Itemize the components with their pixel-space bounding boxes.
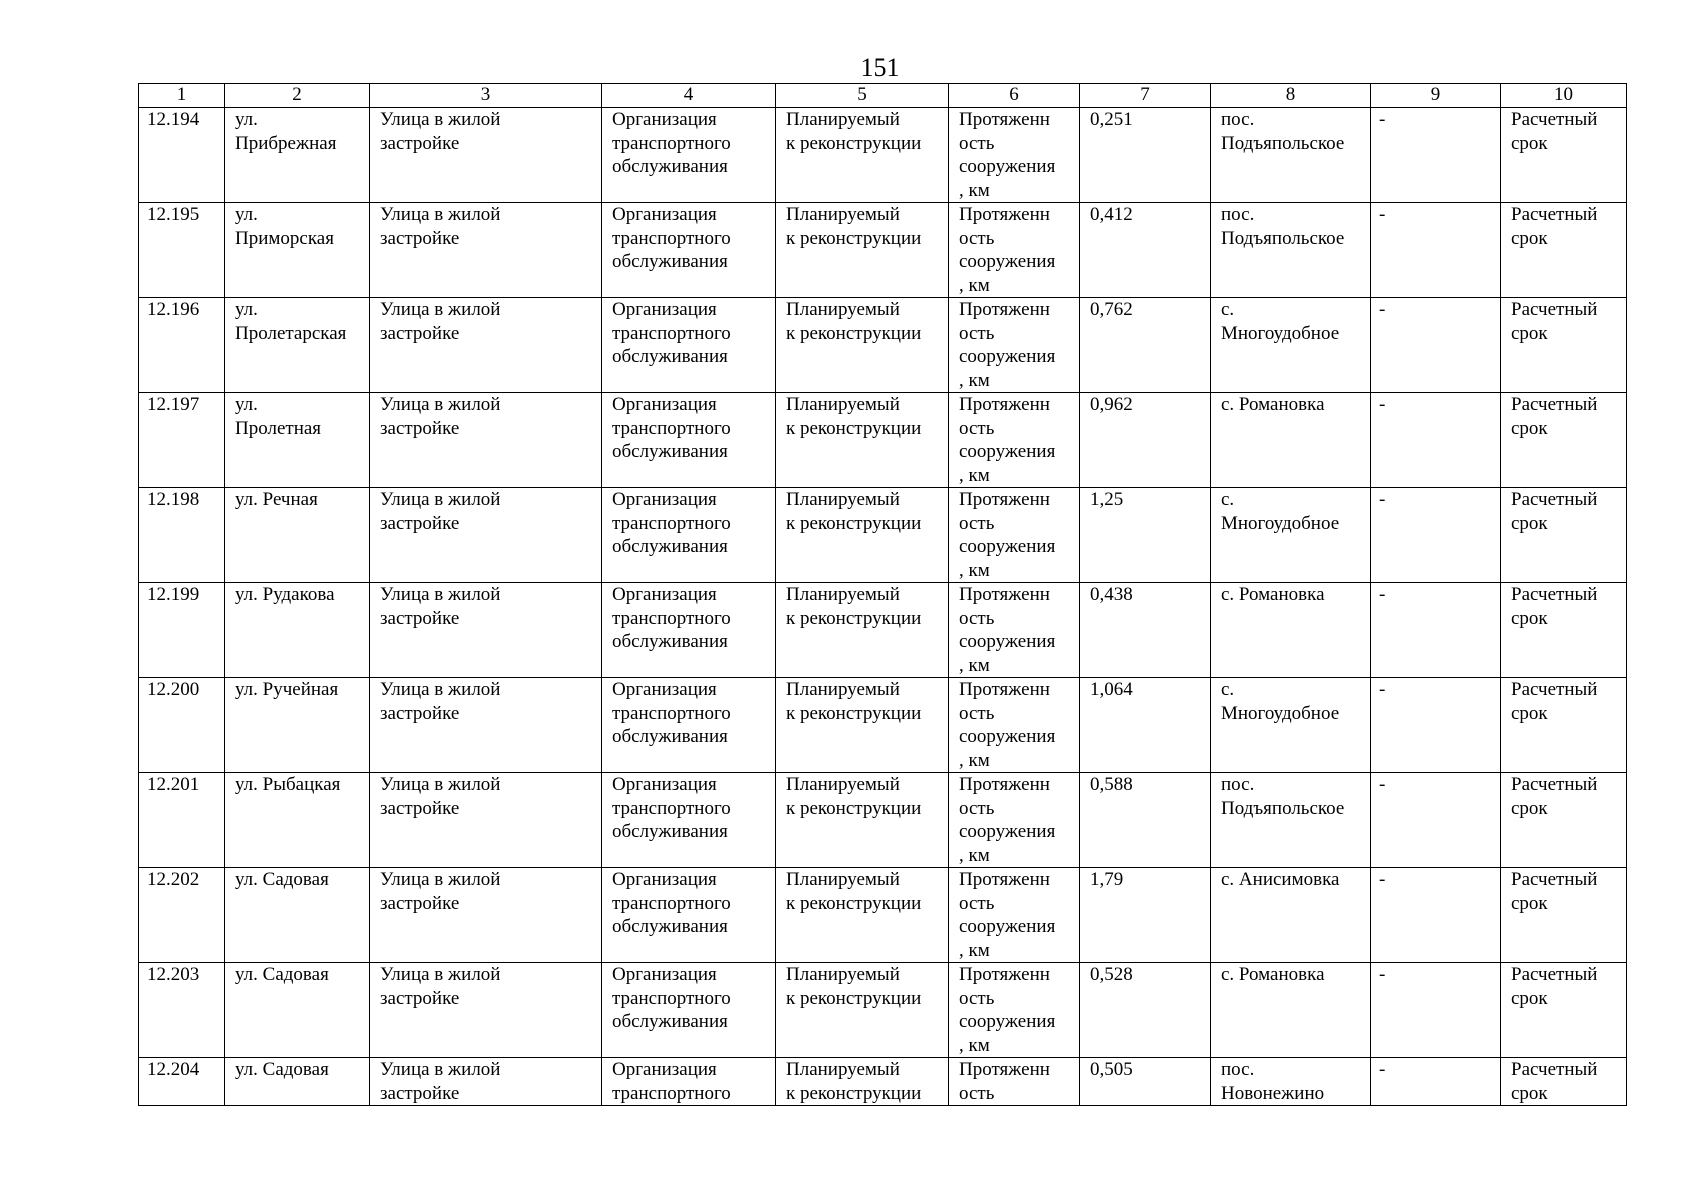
column-header: 7 xyxy=(1080,84,1211,108)
metric-name: Протяженн ость сооружения , км xyxy=(949,583,1080,678)
location: с. Анисимовка xyxy=(1211,868,1371,963)
table-body xyxy=(139,108,1627,1106)
location: с. Романовка xyxy=(1211,963,1371,1058)
column-header: 1 xyxy=(139,84,225,108)
location: с. Многоудобное xyxy=(1211,678,1371,773)
location: пос. Подъяпольское xyxy=(1211,773,1371,868)
object-purpose: Организация транспортного обслуживания xyxy=(602,583,776,678)
object-purpose: Организация транспортного обслуживания xyxy=(602,678,776,773)
metric-name: Протяженн ость сооружения , км xyxy=(949,108,1080,203)
implementation-term: Расчетный срок xyxy=(1501,488,1627,583)
zone-value: - xyxy=(1371,773,1501,868)
object-status: Планируемый к реконструкции xyxy=(776,108,949,203)
zone-value: - xyxy=(1371,393,1501,488)
object-type: Улица в жилой застройке xyxy=(370,203,602,298)
zone-value: - xyxy=(1371,583,1501,678)
row-number: 12.201 xyxy=(139,773,225,868)
table-row xyxy=(139,108,1627,203)
object-purpose: Организация транспортного xyxy=(602,1058,776,1106)
row-number: 12.194 xyxy=(139,108,225,203)
table-row xyxy=(139,393,1627,488)
object-purpose: Организация транспортного обслуживания xyxy=(602,488,776,583)
zone-value: - xyxy=(1371,108,1501,203)
metric-name: Протяженн ость сооружения , км xyxy=(949,963,1080,1058)
table-row xyxy=(139,488,1627,583)
location: пос. Подъяпольское xyxy=(1211,108,1371,203)
object-type: Улица в жилой застройке xyxy=(370,583,602,678)
zone-value: - xyxy=(1371,488,1501,583)
column-header: 3 xyxy=(370,84,602,108)
object-status: Планируемый к реконструкции xyxy=(776,1058,949,1106)
object-type: Улица в жилой застройке xyxy=(370,963,602,1058)
zone-value: - xyxy=(1371,1058,1501,1106)
object-status: Планируемый к реконструкции xyxy=(776,678,949,773)
implementation-term: Расчетный срок xyxy=(1501,963,1627,1058)
object-purpose: Организация транспортного обслуживания xyxy=(602,868,776,963)
table-row xyxy=(139,963,1627,1058)
metric-name: Протяженн ость сооружения , км xyxy=(949,773,1080,868)
column-header: 9 xyxy=(1371,84,1501,108)
object-purpose: Организация транспортного обслуживания xyxy=(602,773,776,868)
object-type: Улица в жилой застройке xyxy=(370,773,602,868)
object-purpose: Организация транспортного обслуживания xyxy=(602,393,776,488)
implementation-term: Расчетный срок xyxy=(1501,583,1627,678)
header-row xyxy=(139,84,1627,108)
object-status: Планируемый к реконструкции xyxy=(776,773,949,868)
metric-value: 0,251 xyxy=(1080,108,1211,203)
object-status: Планируемый к реконструкции xyxy=(776,868,949,963)
row-number: 12.202 xyxy=(139,868,225,963)
location: с. Многоудобное xyxy=(1211,488,1371,583)
row-number: 12.198 xyxy=(139,488,225,583)
row-number: 12.195 xyxy=(139,203,225,298)
metric-name: Протяженн ость xyxy=(949,1058,1080,1106)
column-header: 5 xyxy=(776,84,949,108)
implementation-term: Расчетный срок xyxy=(1501,203,1627,298)
location: с. Многоудобное xyxy=(1211,298,1371,393)
location: с. Романовка xyxy=(1211,393,1371,488)
location: пос. Подъяпольское xyxy=(1211,203,1371,298)
object-type: Улица в жилой застройке xyxy=(370,298,602,393)
implementation-term: Расчетный срок xyxy=(1501,1058,1627,1106)
row-number: 12.197 xyxy=(139,393,225,488)
row-number: 12.204 xyxy=(139,1058,225,1106)
street-name: ул. Пролетная xyxy=(225,393,370,488)
row-number: 12.203 xyxy=(139,963,225,1058)
object-status: Планируемый к реконструкции xyxy=(776,393,949,488)
zone-value: - xyxy=(1371,298,1501,393)
object-type: Улица в жилой застройке xyxy=(370,678,602,773)
table-row xyxy=(139,583,1627,678)
object-purpose: Организация транспортного обслуживания xyxy=(602,203,776,298)
page-number: 151 xyxy=(860,53,900,82)
table-row xyxy=(139,298,1627,393)
metric-value: 1,064 xyxy=(1080,678,1211,773)
street-name: ул. Приморская xyxy=(225,203,370,298)
object-status: Планируемый к реконструкции xyxy=(776,963,949,1058)
metric-value: 0,438 xyxy=(1080,583,1211,678)
metric-name: Протяженн ость сооружения , км xyxy=(949,868,1080,963)
object-purpose: Организация транспортного обслуживания xyxy=(602,963,776,1058)
object-type: Улица в жилой застройке xyxy=(370,393,602,488)
metric-name: Протяженн ость сооружения , км xyxy=(949,203,1080,298)
metric-name: Протяженн ость сооружения , км xyxy=(949,393,1080,488)
implementation-term: Расчетный срок xyxy=(1501,868,1627,963)
zone-value: - xyxy=(1371,963,1501,1058)
zone-value: - xyxy=(1371,203,1501,298)
metric-name: Протяженн ость сооружения , км xyxy=(949,298,1080,393)
table-header xyxy=(139,84,1627,108)
zone-value: - xyxy=(1371,678,1501,773)
street-name: ул. Пролетарская xyxy=(225,298,370,393)
street-name: ул. Ручейная xyxy=(225,678,370,773)
object-status: Планируемый к реконструкции xyxy=(776,203,949,298)
row-number: 12.200 xyxy=(139,678,225,773)
street-name: ул. Прибрежная xyxy=(225,108,370,203)
location: пос. Новонежино xyxy=(1211,1058,1371,1106)
object-status: Планируемый к реконструкции xyxy=(776,488,949,583)
object-status: Планируемый к реконструкции xyxy=(776,583,949,678)
implementation-term: Расчетный срок xyxy=(1501,773,1627,868)
zone-value: - xyxy=(1371,868,1501,963)
object-purpose: Организация транспортного обслуживания xyxy=(602,108,776,203)
table-row xyxy=(139,868,1627,963)
object-purpose: Организация транспортного обслуживания xyxy=(602,298,776,393)
implementation-term: Расчетный срок xyxy=(1501,108,1627,203)
metric-name: Протяженн ость сооружения , км xyxy=(949,488,1080,583)
object-type: Улица в жилой застройке xyxy=(370,1058,602,1106)
metric-name: Протяженн ость сооружения , км xyxy=(949,678,1080,773)
location: с. Романовка xyxy=(1211,583,1371,678)
object-status: Планируемый к реконструкции xyxy=(776,298,949,393)
implementation-term: Расчетный срок xyxy=(1501,393,1627,488)
metric-value: 0,505 xyxy=(1080,1058,1211,1106)
metric-value: 1,25 xyxy=(1080,488,1211,583)
metric-value: 1,79 xyxy=(1080,868,1211,963)
row-number: 12.199 xyxy=(139,583,225,678)
row-number: 12.196 xyxy=(139,298,225,393)
table-row xyxy=(139,1058,1627,1106)
metric-value: 0,962 xyxy=(1080,393,1211,488)
table-row xyxy=(139,203,1627,298)
metric-value: 0,528 xyxy=(1080,963,1211,1058)
street-name: ул. Рыбацкая xyxy=(225,773,370,868)
implementation-term: Расчетный срок xyxy=(1501,298,1627,393)
column-header: 6 xyxy=(949,84,1080,108)
street-name: ул. Рудакова xyxy=(225,583,370,678)
street-name: ул. Речная xyxy=(225,488,370,583)
implementation-term: Расчетный срок xyxy=(1501,678,1627,773)
object-type: Улица в жилой застройке xyxy=(370,488,602,583)
table-row xyxy=(139,678,1627,773)
column-header: 2 xyxy=(225,84,370,108)
table-row xyxy=(139,773,1627,868)
object-type: Улица в жилой застройке xyxy=(370,868,602,963)
street-name: ул. Садовая xyxy=(225,868,370,963)
metric-value: 0,588 xyxy=(1080,773,1211,868)
street-name: ул. Садовая xyxy=(225,963,370,1058)
metric-value: 0,412 xyxy=(1080,203,1211,298)
infrastructure-table xyxy=(138,83,1627,1106)
column-header: 10 xyxy=(1501,84,1627,108)
metric-value: 0,762 xyxy=(1080,298,1211,393)
column-header: 4 xyxy=(602,84,776,108)
column-header: 8 xyxy=(1211,84,1371,108)
street-name: ул. Садовая xyxy=(225,1058,370,1106)
object-type: Улица в жилой застройке xyxy=(370,108,602,203)
